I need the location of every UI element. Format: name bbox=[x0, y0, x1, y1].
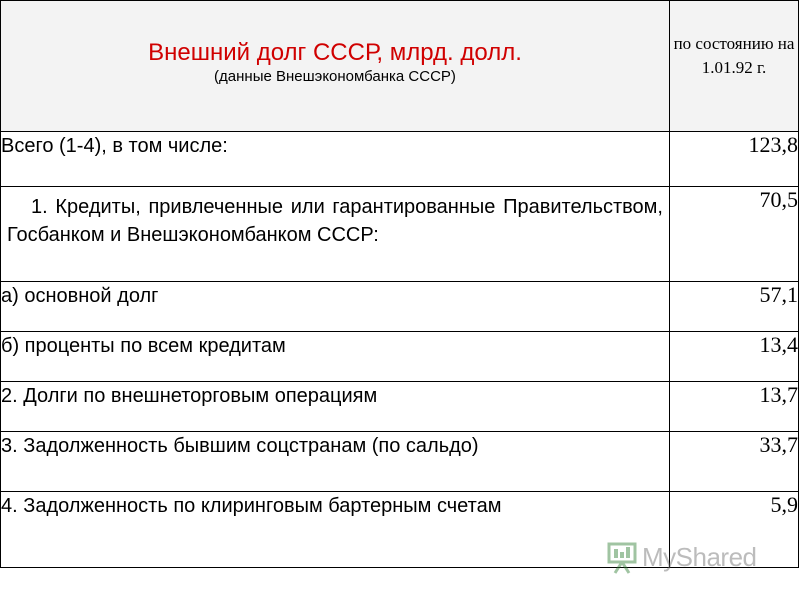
watermark bbox=[606, 537, 776, 577]
row-label-cell bbox=[1, 187, 670, 282]
row-value: 33,7 bbox=[670, 432, 799, 492]
row-label: 2. Долги по внешнеторговым операциям bbox=[1, 382, 670, 432]
row-label: б) проценты по всем кредитам bbox=[1, 332, 670, 382]
table-row bbox=[1, 282, 799, 332]
row-label: 1. Кредиты, привлеченные или гарантированные Правительством, Госбанком и Внешэкономбанком СССР: bbox=[7, 196, 663, 246]
row-value: 123,8 bbox=[670, 132, 799, 187]
row-label: 3. Задолженность бывшим соцстранам (по сальдо) bbox=[1, 432, 670, 492]
row-label: 4. Задолженность по клиринговым бартерным счетам bbox=[1, 492, 670, 568]
table-row bbox=[1, 382, 799, 432]
date-header-cell bbox=[670, 1, 799, 132]
table-subtitle: (данные Внешэкономбанка СССР) bbox=[214, 68, 456, 85]
table-header-row bbox=[1, 1, 799, 132]
row-value: 5,9 bbox=[670, 492, 799, 568]
table-title-cell bbox=[1, 1, 670, 132]
table-row bbox=[1, 132, 799, 187]
row-value: 13,4 bbox=[670, 332, 799, 382]
date-header: по состоянию на 1.01.92 г. bbox=[673, 34, 795, 77]
row-value: 70,5 bbox=[670, 187, 799, 282]
row-label: а) основной долг bbox=[1, 282, 670, 332]
row-value: 57,1 bbox=[670, 282, 799, 332]
table-row bbox=[1, 332, 799, 382]
row-label: Всего (1-4), в том числе: bbox=[1, 132, 670, 187]
table-row bbox=[1, 432, 799, 492]
presentation-board-icon bbox=[606, 540, 638, 574]
table-row bbox=[1, 187, 799, 282]
table-title: Внешний долг СССР, млрд. долл. bbox=[148, 39, 522, 66]
watermark-text: MyShared bbox=[642, 541, 757, 572]
row-value: 13,7 bbox=[670, 382, 799, 432]
